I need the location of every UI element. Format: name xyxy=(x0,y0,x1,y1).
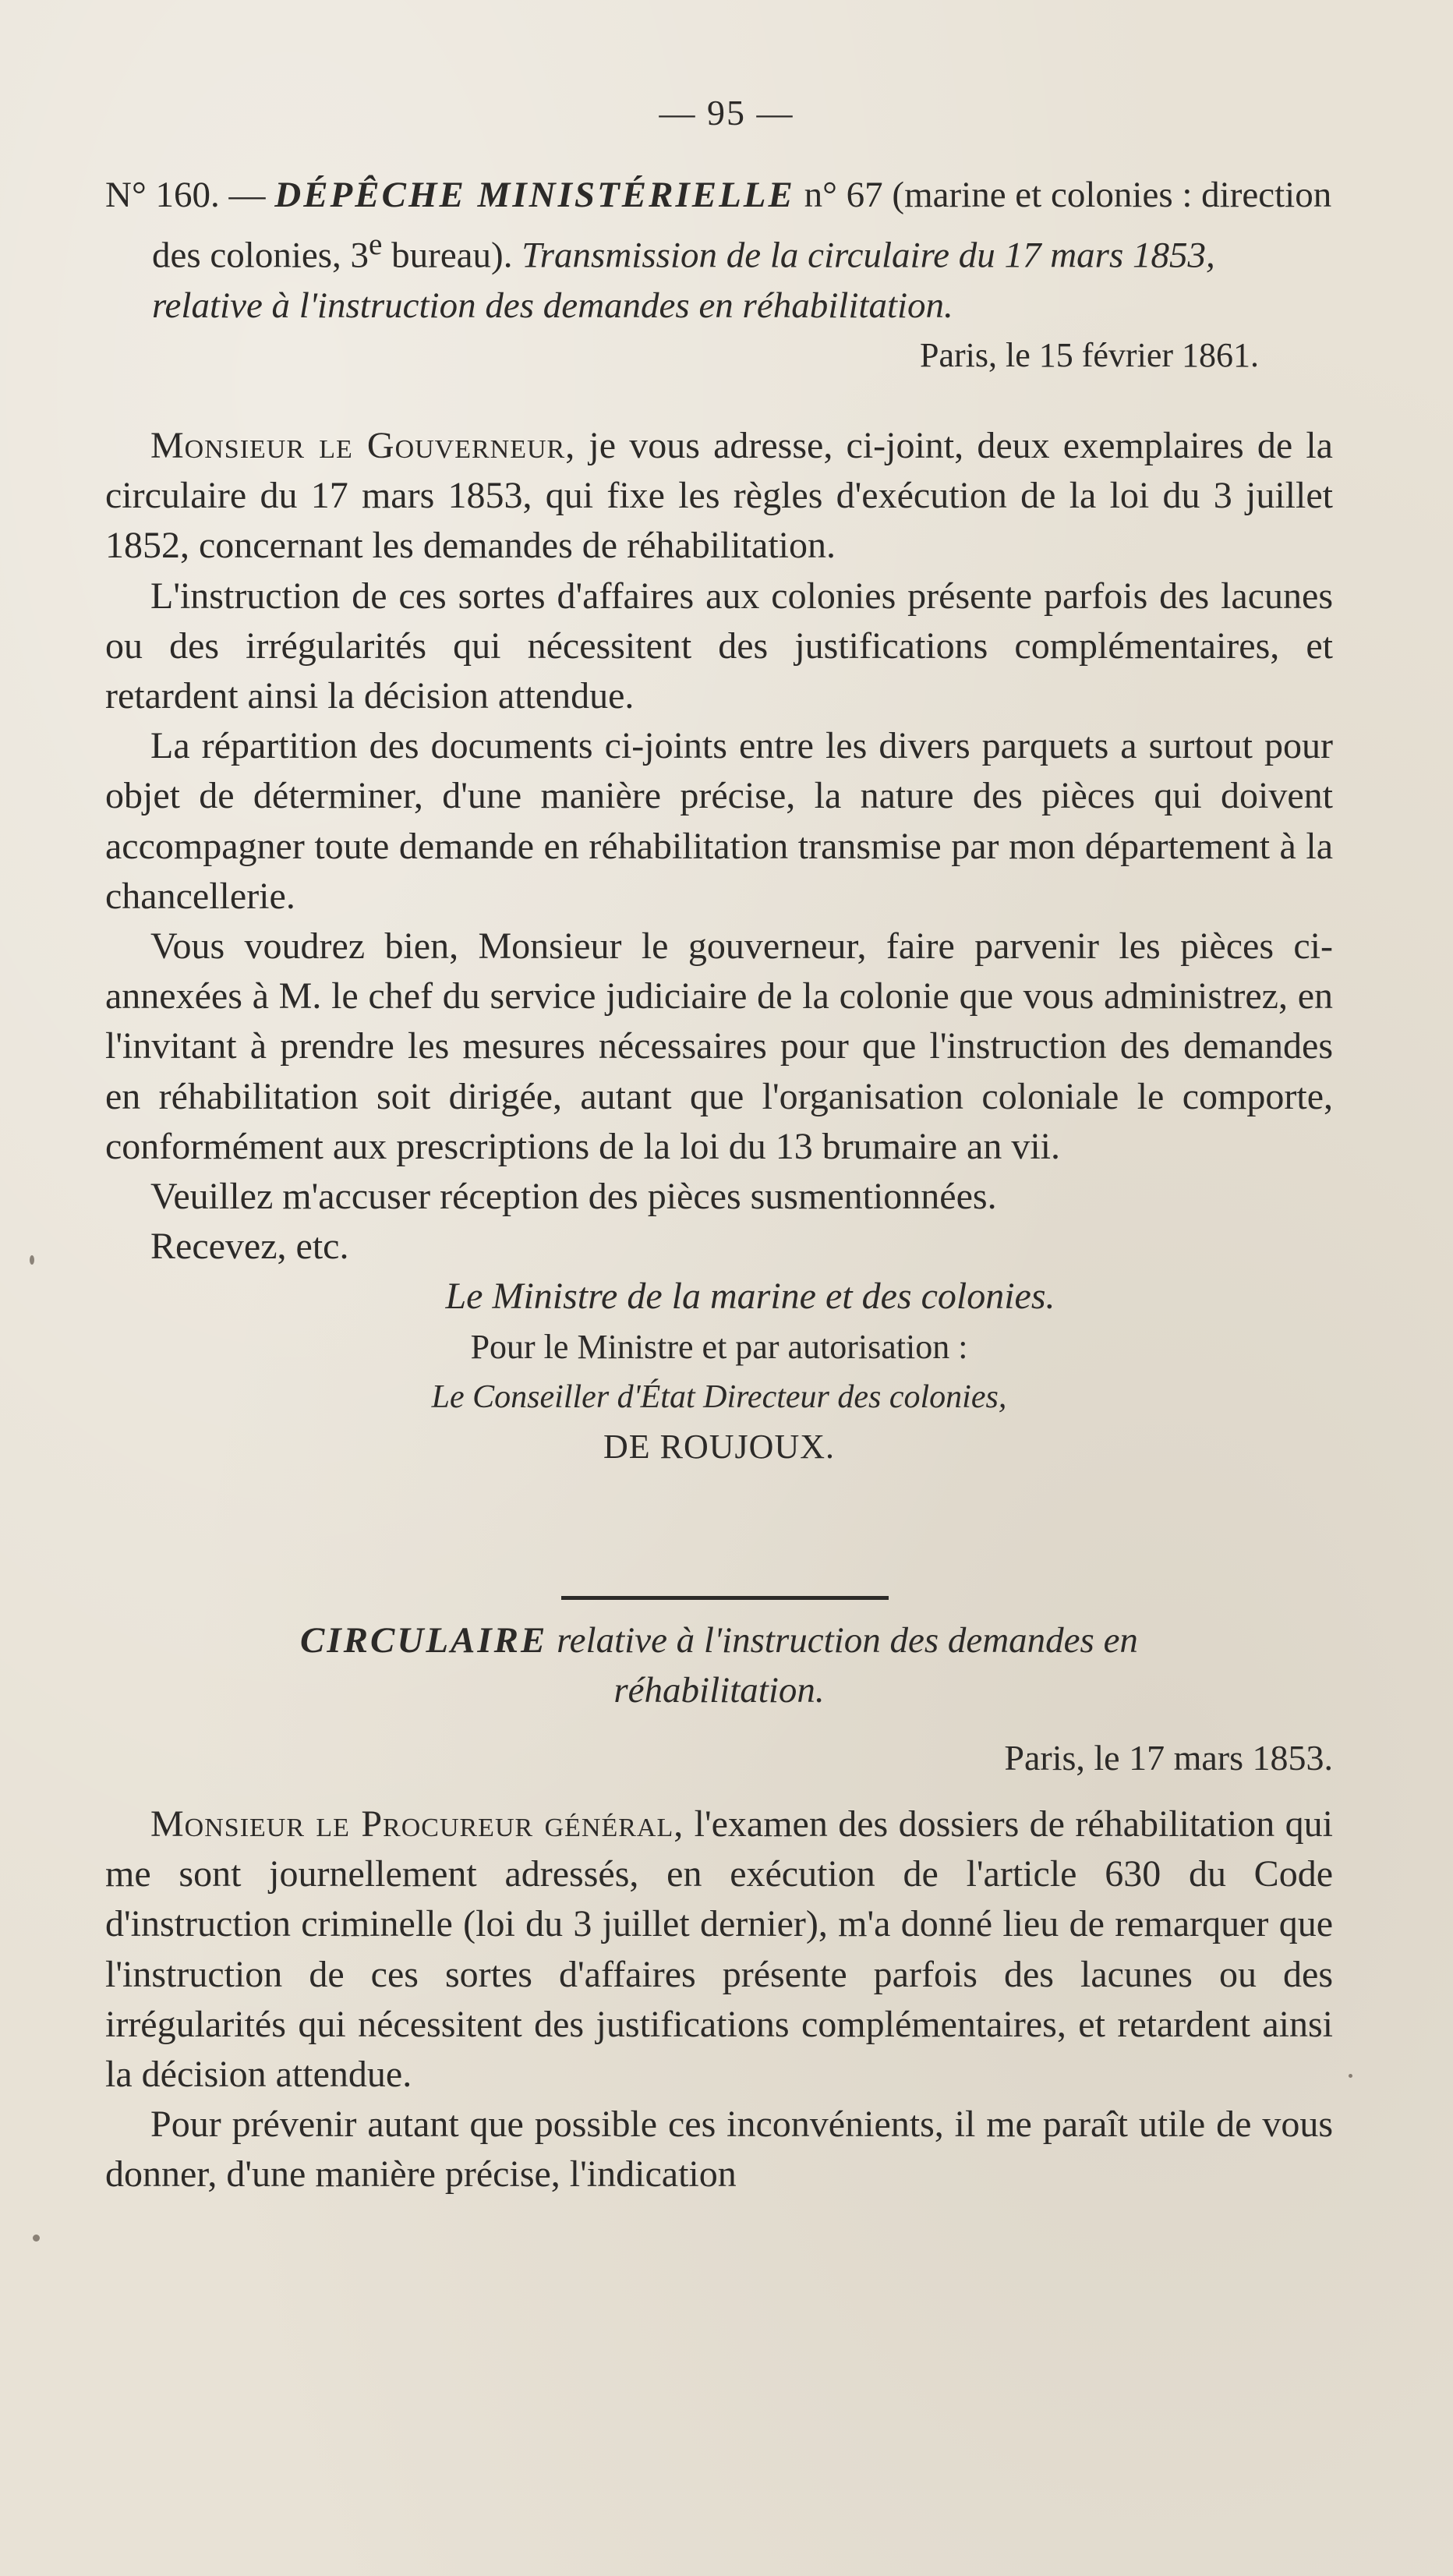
superscript: e xyxy=(369,228,383,261)
entry-number: N° 160. — xyxy=(105,175,266,215)
circular-title-text: relative à l'instruction des demandes en xyxy=(547,1620,1138,1661)
circular-salutation: Monsieur le Procureur général, xyxy=(150,1803,684,1845)
circular-heading xyxy=(105,1615,1333,1715)
circular-label: CIRCULAIRE xyxy=(300,1620,548,1661)
letter-body xyxy=(105,421,1333,1472)
letter-paragraph-2: L'instruction de ces sortes d'affaires aux colonies présente parfois des lacunes ou des irrégularités qui nécessitent des justifications complémentaires, et retardent ainsi la décision attendue. xyxy=(105,575,1333,717)
dispatch-subject: Transmission de la circulaire du 17 mars 1853, relative à l'instruction des demandes en réhabilitation. xyxy=(152,235,1215,326)
letter-paragraph-6: Recevez, etc. xyxy=(150,1226,349,1268)
letter-paragraph-4: Vous voudrez bien, Monsieur le gouverneur, faire parvenir les pièces ci-annexées à M. le chef du service judiciaire de la colonie que vous administrez, en l'invitant à prendre les mesures nécessaires pour que l'instruction des demandes en réhabilitation soit dirigée, autant que l'organisation coloniale le comporte, conformément aux prescriptions de la loi du 13 brumaire an vii. xyxy=(105,925,1333,1167)
letter-paragraph-3: La répartition des documents ci-joints entre les divers parquets a surtout pour objet de déterminer, d'une manière précise, la nature des pièces qui doivent accompagner toute demande en réhabilitation transmise par mon département à la chancellerie. xyxy=(105,725,1333,917)
circular-paragraph-1-text: l'examen des dossiers de réhabilitation qui me sont journellement adressés, en exécution de l'article 630 du Code d'instruction criminelle (loi du 3 juillet dernier), m'a donné lieu de remarquer que l'instruction de ces sortes d'affaires présente parfois des lacunes ou des irrégularités qui nécessitent des justifications complémentaires, et retardent ainsi la décision attendue. xyxy=(105,1803,1333,2096)
circular-title-line-2: réhabilitation. xyxy=(613,1670,825,1711)
entry-heading xyxy=(105,170,1333,331)
letter-paragraph-1-text: je vous adresse, ci-joint, deux exemplaires de la circulaire du 17 mars 1853, qui fixe les règles d'exécution de la loi du 3 juillet 1852, concernant les demandes de réhabilitation. xyxy=(105,425,1333,567)
signature-authorization: Pour le Ministre et par autorisation : xyxy=(470,1327,968,1366)
signature-minister: Le Ministre de la marine et des colonies. xyxy=(445,1276,1055,1318)
dispatch-date: Paris, le 15 février 1861. xyxy=(920,335,1259,374)
salutation: Monsieur le Gouverneur, xyxy=(150,425,576,466)
section-divider xyxy=(561,1596,889,1600)
letter-paragraph-5: Veuillez m'accuser réception des pièces susmentionnées. xyxy=(150,1176,997,1218)
bureau-text: bureau). xyxy=(382,235,522,276)
circular-paragraph-2: Pour prévenir autant que possible ces inconvénients, il me paraît utile de vous donner, d'une manière précise, l'indication xyxy=(105,2104,1333,2196)
dispatch-title: DÉPÊCHE MINISTÉRIELLE xyxy=(274,175,795,215)
paper-speck xyxy=(1349,2074,1352,2078)
signature-block xyxy=(105,1272,1333,1472)
circular-paragraph-1 xyxy=(105,1799,1333,2100)
paper-speck xyxy=(33,2235,40,2242)
entry-header xyxy=(105,170,1333,380)
signature-title: Le Conseiller d'État Directeur des colonies, xyxy=(431,1378,1007,1415)
dispatch-details: n° 67 (marine et colonies : direction des colonies, 3 xyxy=(152,175,1332,276)
circular-body xyxy=(105,1799,1333,2200)
page-number: — 95 — xyxy=(659,93,794,133)
letter-paragraph-1 xyxy=(105,421,1333,571)
circular-date: Paris, le 17 mars 1853. xyxy=(1004,1738,1333,1778)
paper-speck xyxy=(30,1255,34,1265)
circular-title-line-1 xyxy=(105,1615,1333,1665)
signature-name: DE ROUJOUX. xyxy=(603,1428,835,1467)
